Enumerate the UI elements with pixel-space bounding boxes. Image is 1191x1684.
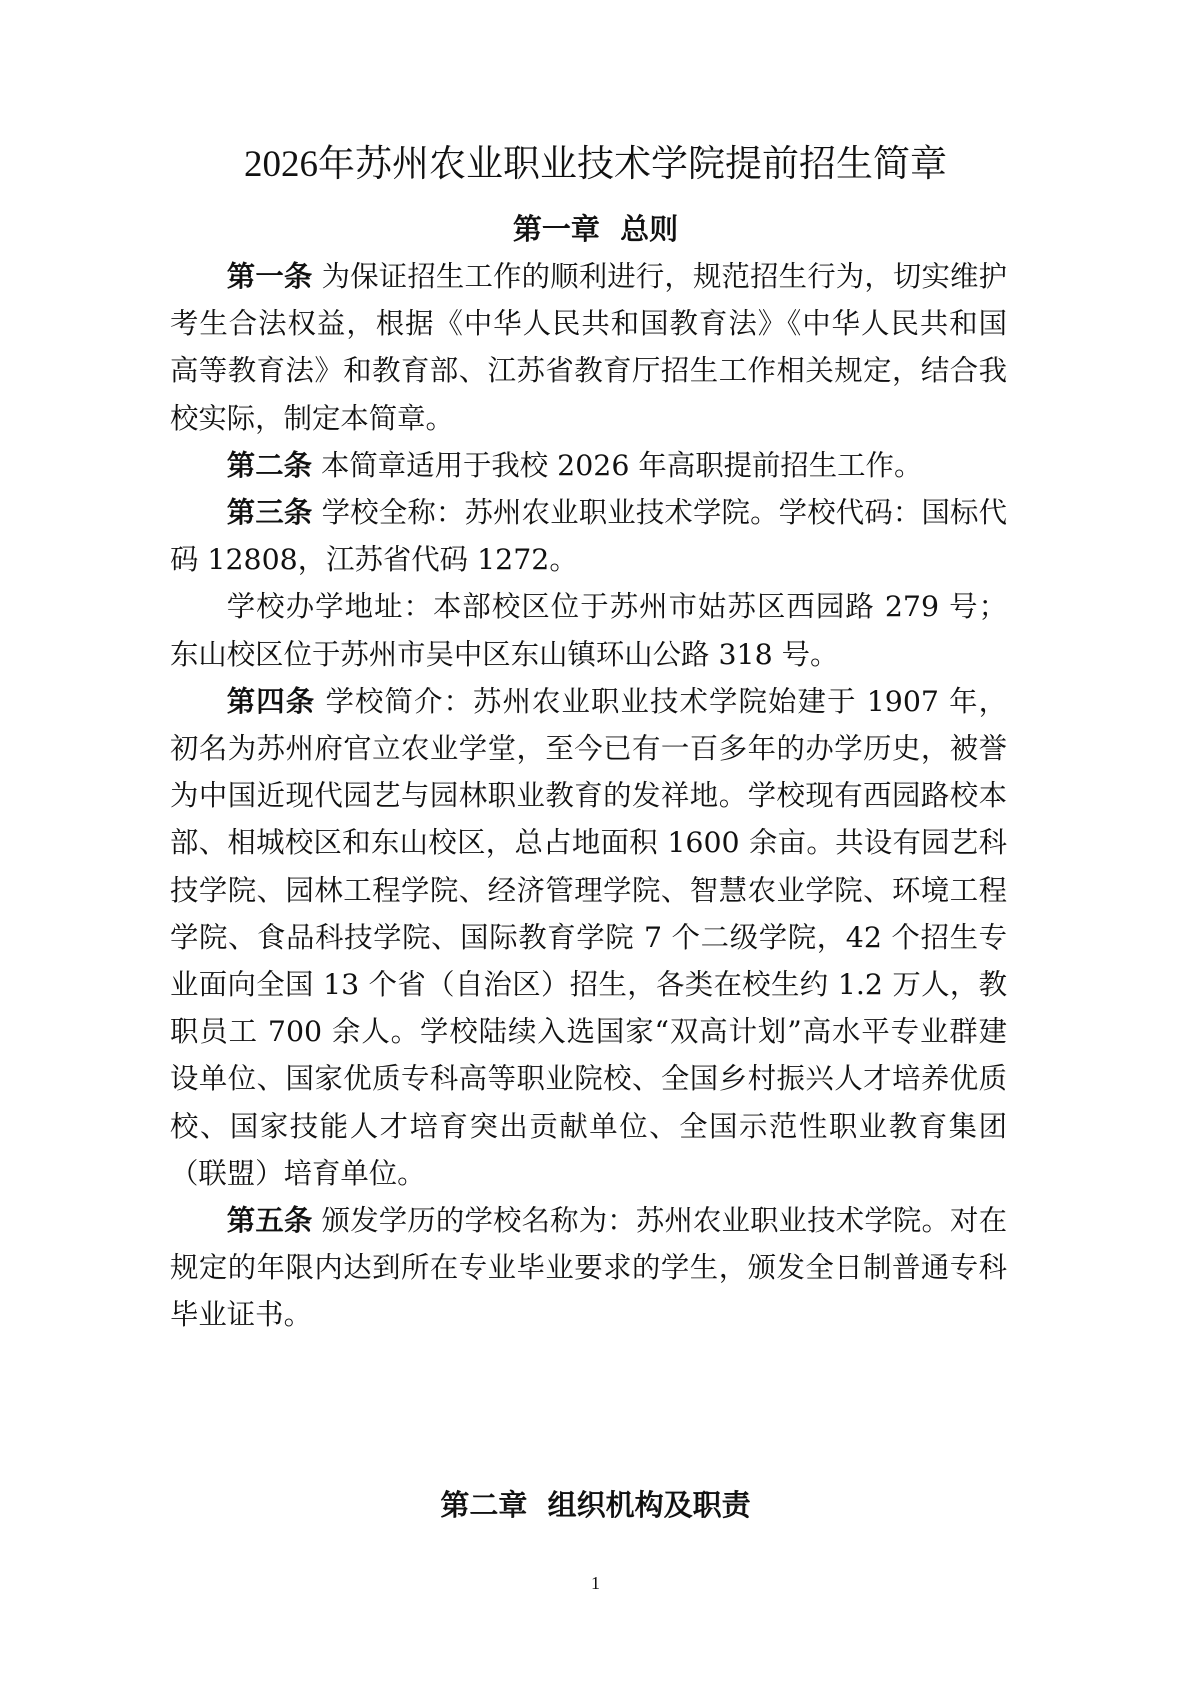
article-text: 学校简介：苏州农业职业技术学院始建于 1907 年，初名为苏州府官立农业学堂，至今已有一百多年的办学历史，被誉为中国近现代园艺与园林职业教育的发祥地。学校现有西园路校本部、相城校区和东山校区，总占地面积 1600 余亩。共设有园艺科技学院、园林工程学院、经济管理学院、智慧农业学院、环境工程学院、食品科技学院、国际教育学院 7 个二级学院，42 个招生专业面向全国 13 个省（自治区）招生，各类在校生约 1.2 万人，教职员工 700 余人。学校陆续入选国家“双高计划”高水平专业群建设单位、国家优质专科高等职业院校、全国乡村振兴人才培养优质校、国家技能人才培育突出贡献单位、全国示范性职业教育集团（联盟）培育单位。	[170, 684, 1007, 1190]
article-label: 第二条	[226, 447, 312, 482]
article-text: 学校办学地址：本部校区位于苏州市姑苏区西园路 279 号；东山校区位于苏州市吴中区东山镇环山公路 318 号。	[170, 590, 1007, 671]
article-2	[170, 442, 1007, 489]
article-label: 第四条	[226, 683, 316, 718]
article-3	[170, 489, 1007, 583]
document-body	[170, 253, 1007, 1339]
article-label: 第五条	[226, 1203, 313, 1238]
article-text: 为保证招生工作的顺利进行，规范招生行为，切实维护考生合法权益，根据《中华人民共和国教育法》《中华人民共和国高等教育法》和教育部、江苏省教育厅招生工作相关规定，结合我校实际，制定本简章。	[170, 260, 1007, 435]
article-text: 学校全称：苏州农业职业技术学院。学校代码：国标代码 12808，江苏省代码 1272。	[170, 496, 1007, 577]
chapter-heading-2: 第二章 组织机构及职责	[440, 1488, 751, 1522]
article-label: 第一条	[226, 259, 313, 293]
article-4	[170, 678, 1007, 1197]
article-3-address	[170, 583, 1007, 677]
article-text: 本简章适用于我校 2026 年高职提前招生工作。	[311, 448, 923, 482]
article-5	[170, 1197, 1007, 1339]
article-1	[170, 253, 1007, 442]
chapter-heading-1: 第一章 总则	[512, 212, 679, 246]
article-text: 颁发学历的学校名称为：苏州农业职业技术学院。对在规定的年限内达到所在专业毕业要求的学生，颁发全日制普通专科毕业证书。	[170, 1204, 1007, 1332]
article-label: 第三条	[226, 495, 313, 530]
document-title: 2026年苏州农业职业技术学院提前招生简章	[244, 144, 947, 185]
page-number: 1	[591, 1573, 600, 1593]
